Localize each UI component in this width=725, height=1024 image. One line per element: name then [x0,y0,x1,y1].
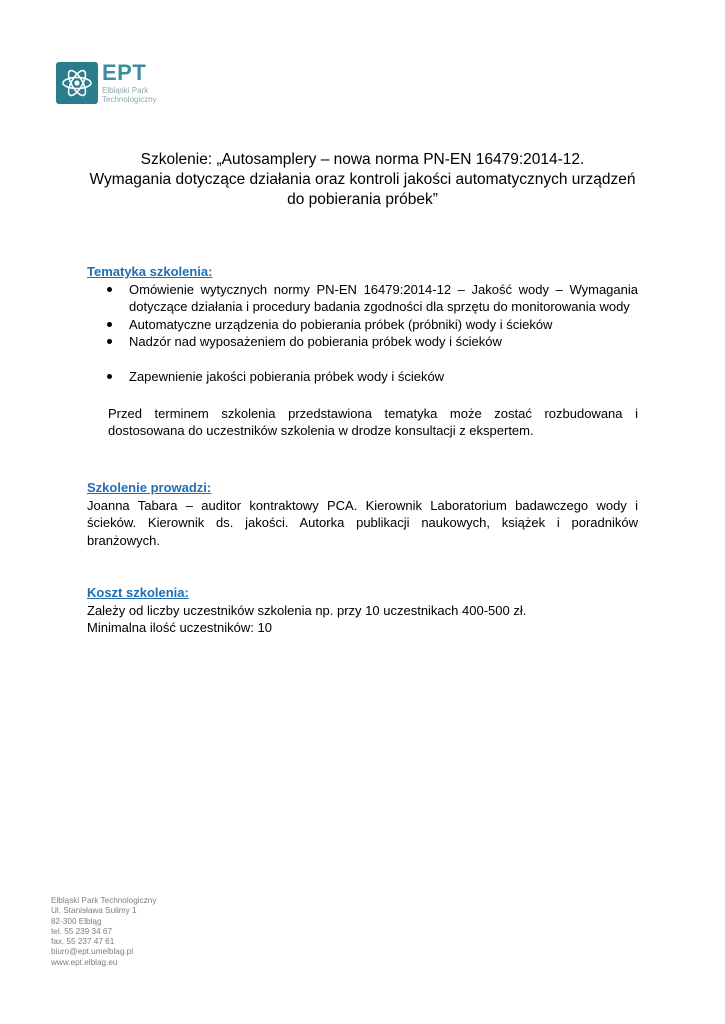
topic-item: Automatyczne urządzenia do pobierania próbek (próbniki) wody i ścieków [87,316,638,334]
topics-section [87,263,638,440]
footer-line: Elbląski Park Technologiczny [51,896,157,905]
atom-icon [56,62,98,104]
topic-item: Zapewnienie jakości pobierania próbek wody i ścieków [87,368,638,386]
logo-subtitle: Elbląski Park Technologiczny [102,86,157,104]
topic-item: Omówienie wytycznych normy PN-EN 16479:2014-12 – Jakość wody – Wymagania dotyczące działania i procedury badania zgodności dla sprzętu do monitorowania wody [87,281,638,316]
cost-line-2: Minimalna ilość uczestników: 10 [87,620,272,635]
footer-line: tel. 55 239 34 67 [51,926,113,936]
topics-note: Przed terminem szkolenia przedstawiona tematyka może zostać rozbudowana i dostosowana do uczestników szkolenia w drodze konsultacji z ekspertem. [108,405,638,438]
trainer-heading: Szkolenie prowadzi: [87,480,212,495]
title-line-3: do pobierania próbek” [287,191,438,208]
ept-logo [56,62,192,104]
title-line-2: Wymagania dotyczące działania oraz kontroli jakości automatycznych urządzeń [89,171,636,188]
topic-item: Nadzór nad wyposażeniem do pobierania próbek wody i ścieków [87,333,638,351]
cost-line-1: Zależy od liczby uczestników szkolenia np. przy 10 uczestnikach 400-500 zł. [87,602,527,618]
footer-line: Ul. Stanisława Sulimy 1 [51,906,137,916]
footer-contact [51,896,156,968]
footer-website: www.ept.elblag.eu [51,957,118,967]
trainer-section [87,479,638,549]
topics-list [87,281,638,386]
topics-heading: Tematyka szkolenia: [87,264,213,279]
footer-line: fax. 55 237 47 61 [51,937,115,947]
cost-section [87,584,638,637]
cost-heading: Koszt szkolenia: [87,585,189,600]
footer-email: biuro@ept.umelblag.pl [51,947,134,957]
title-line-1: Szkolenie: „Autosamplery – nowa norma PN-EN 16479:2014-12. [140,151,585,168]
trainer-description: Joanna Tabara – auditor kontraktowy PCA. Kierownik Laboratorium badawczego wody i ścieków. Kierownik ds. jakości. Autorka publikacji naukowych, książek i poradników branżowych. [87,497,638,548]
document-title [70,150,655,210]
logo-brand: EPT [102,60,147,85]
footer-line: 82-300 Elbląg [51,916,102,926]
